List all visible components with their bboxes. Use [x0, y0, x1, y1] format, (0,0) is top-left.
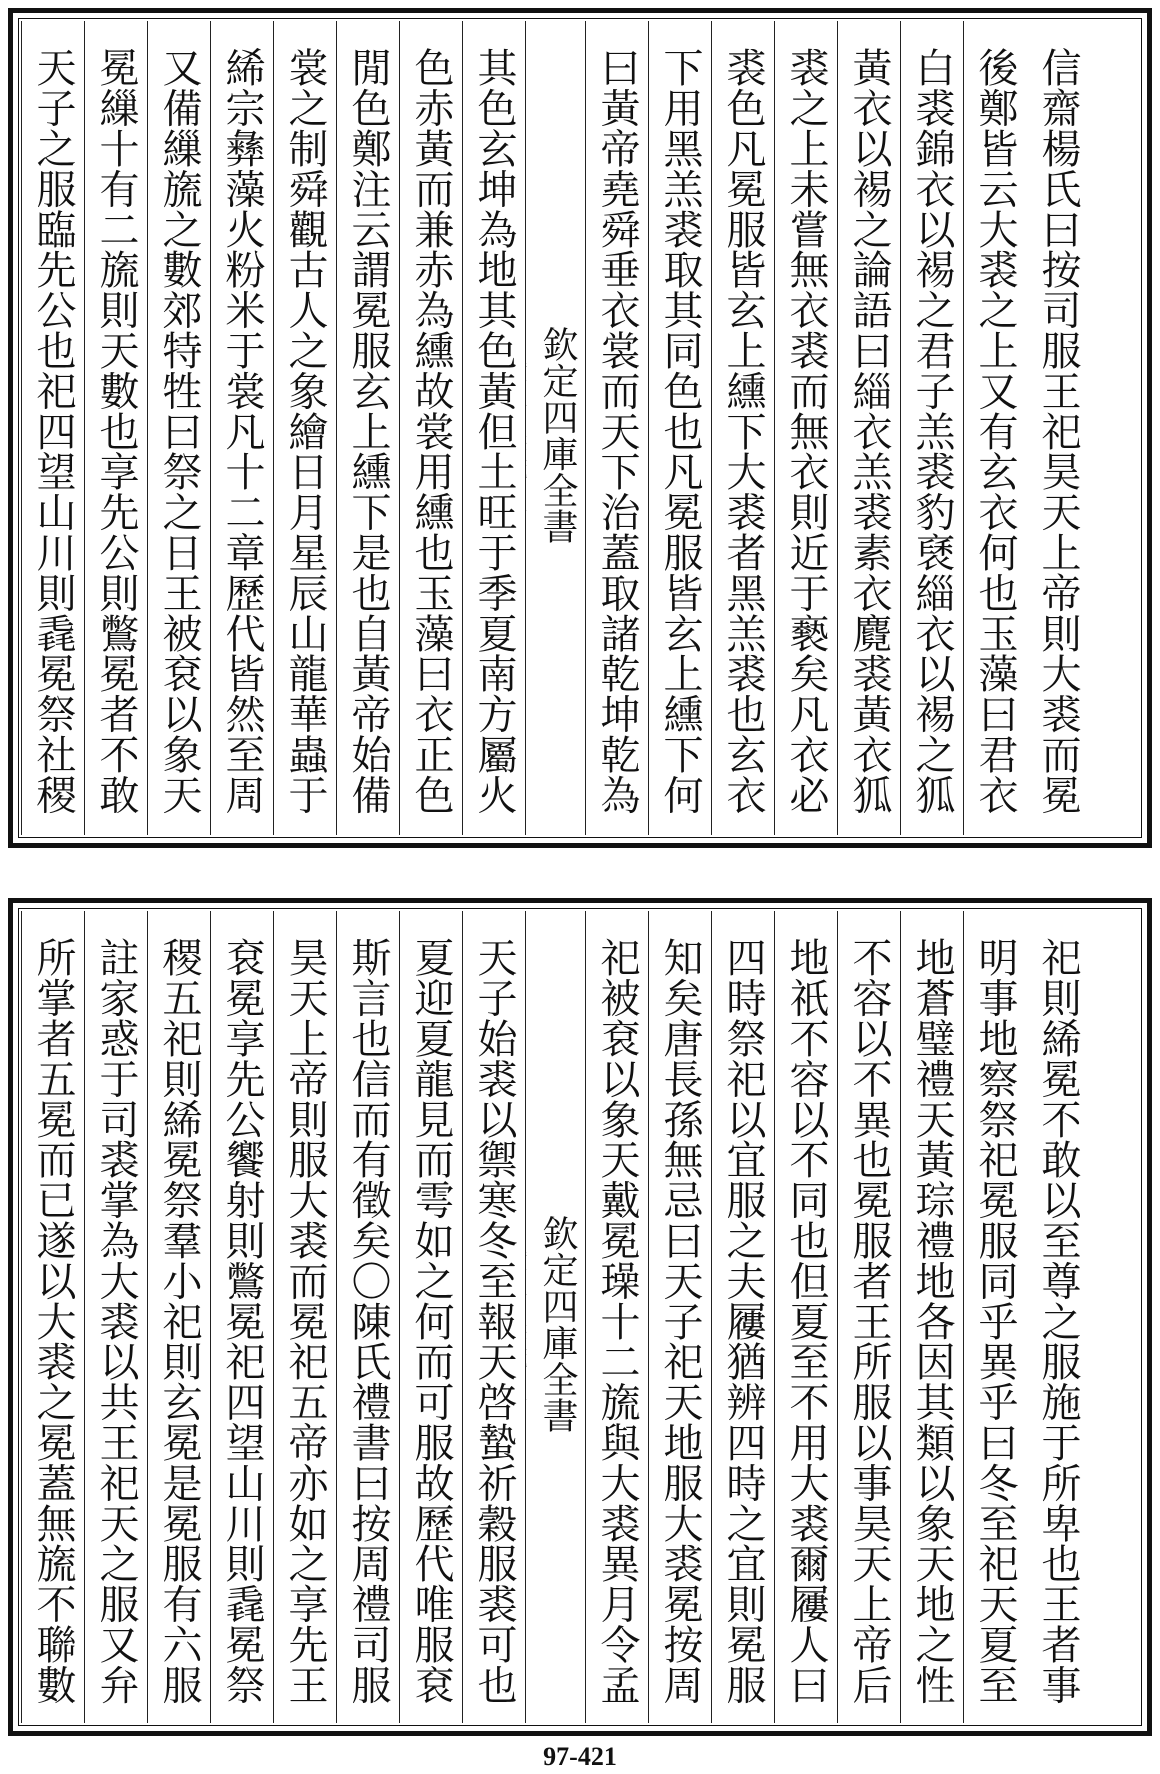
- text-column: 下用黑羔裘取其同色也凡冕服皆玄上纁下何: [648, 21, 711, 835]
- chapter-title: [525, 1245, 529, 1404]
- text-column: 黃衣以裼之論語曰緇衣羔裘素衣麑裘黃衣狐: [837, 21, 900, 835]
- text-column: 地蒼璧禮天黃琮禮地各因其類以象天地之性: [900, 911, 963, 1723]
- text-column: 天子之服臨先公也祀四望山川則毳冕祭社稷: [21, 21, 84, 835]
- text-column: 裘色凡冕服皆玄上纁下大裘者黑羔裘也玄衣: [711, 21, 774, 835]
- chapter-title-line: [525, 356, 529, 408]
- chapter-title: [525, 356, 529, 515]
- text-column: 稷五祀則絺冕祭羣小祀則玄冕是冕服有六服: [147, 911, 210, 1723]
- chapter-title-line: [525, 410, 529, 514]
- book-title: 欽定四庫全書: [537, 1214, 578, 1434]
- center-margin: [525, 21, 585, 835]
- text-column: 曰黃帝堯舜垂衣裳而天下治蓋取諸乾坤乾為: [585, 21, 648, 835]
- text-column: 四時祭祀以宜服之夫屨猶辨四時之宜則冕服: [711, 911, 774, 1723]
- bottom-page: [8, 898, 1152, 1736]
- book-title: 欽定四庫全書: [537, 325, 578, 545]
- text-column: 袞冕享先公饗射則鷩冕祀四望山川則毳冕祭: [210, 911, 273, 1723]
- text-column: 絺宗彝藻火粉米于裳凡十二章歷代皆然至周: [210, 21, 273, 835]
- bottom-page-columns: [21, 911, 1139, 1723]
- text-column: 信齋楊氏曰按司服王祀昊天上帝則大裘而冕: [1035, 47, 1081, 815]
- text-column: 地祇不容以不同也但夏至不用大裘爾屨人曰: [774, 911, 837, 1723]
- text-column: 祀則絺冕不敢以至尊之服施于所卑也王者事: [1035, 937, 1081, 1705]
- text-column: 不容以不異也冕服者王所服以事昊天上帝后: [837, 911, 900, 1723]
- text-column: 色赤黃而兼赤為纁故裳用纁也玉藻曰衣正色: [399, 21, 462, 835]
- text-column: 註家惑于司裘掌為大裘以共王祀天之服又弁: [84, 911, 147, 1723]
- text-column: 天子始裘以禦寒冬至報天啓蟄祈穀服裘可也: [462, 911, 525, 1723]
- text-column: 其色玄坤為地其色黃但土旺于季夏南方屬火: [462, 21, 525, 835]
- text-column: 明事地察祭祀冕服同乎異乎曰冬至祀天夏至: [963, 911, 1026, 1723]
- text-column: 裳之制舜觀古人之象繪日月星辰山龍華蟲于: [273, 21, 336, 835]
- top-page: [8, 8, 1152, 848]
- text-column: 昊天上帝則服大裘而冕祀五帝亦如之享先王: [273, 911, 336, 1723]
- text-column: 冕繅十有二旒則天數也享先公則鷩冕者不敢: [84, 21, 147, 835]
- text-column: 閒色鄭注云謂冕服玄上纁下是也自黃帝始備: [336, 21, 399, 835]
- text-column: 後鄭皆云大裘之上又有玄衣何也玉藻曰君衣: [963, 21, 1026, 835]
- chapter-title-line: [525, 1299, 529, 1403]
- text-column: 所掌者五冕而已遂以大裘之冕蓋無旒不聯數: [21, 911, 84, 1723]
- page-number: 97-421: [543, 1742, 617, 1771]
- chapter-title-line: [525, 1245, 529, 1297]
- text-column: 裘之上未嘗無衣裘而無衣則近于褻矣凡衣必: [774, 21, 837, 835]
- text-column: 又備繅旒之數郊特牲曰祭之日王被袞以象天: [147, 21, 210, 835]
- text-column: 夏迎夏龍見而雩如之何而可服故歷代唯服袞: [399, 911, 462, 1723]
- text-column: 白裘錦衣以裼之君子羔裘豹褎緇衣以裼之狐: [900, 21, 963, 835]
- center-margin: [525, 911, 585, 1723]
- text-column: 知矣唐長孫無忌曰天子祀天地服大裘冕按周: [648, 911, 711, 1723]
- text-column: 斯言也信而有徵矣〇陳氏禮書曰按周禮司服: [336, 911, 399, 1723]
- top-page-columns: [21, 21, 1139, 835]
- text-column: 祀被袞以象天戴冕璪十二旒與大裘異月令孟: [585, 911, 648, 1723]
